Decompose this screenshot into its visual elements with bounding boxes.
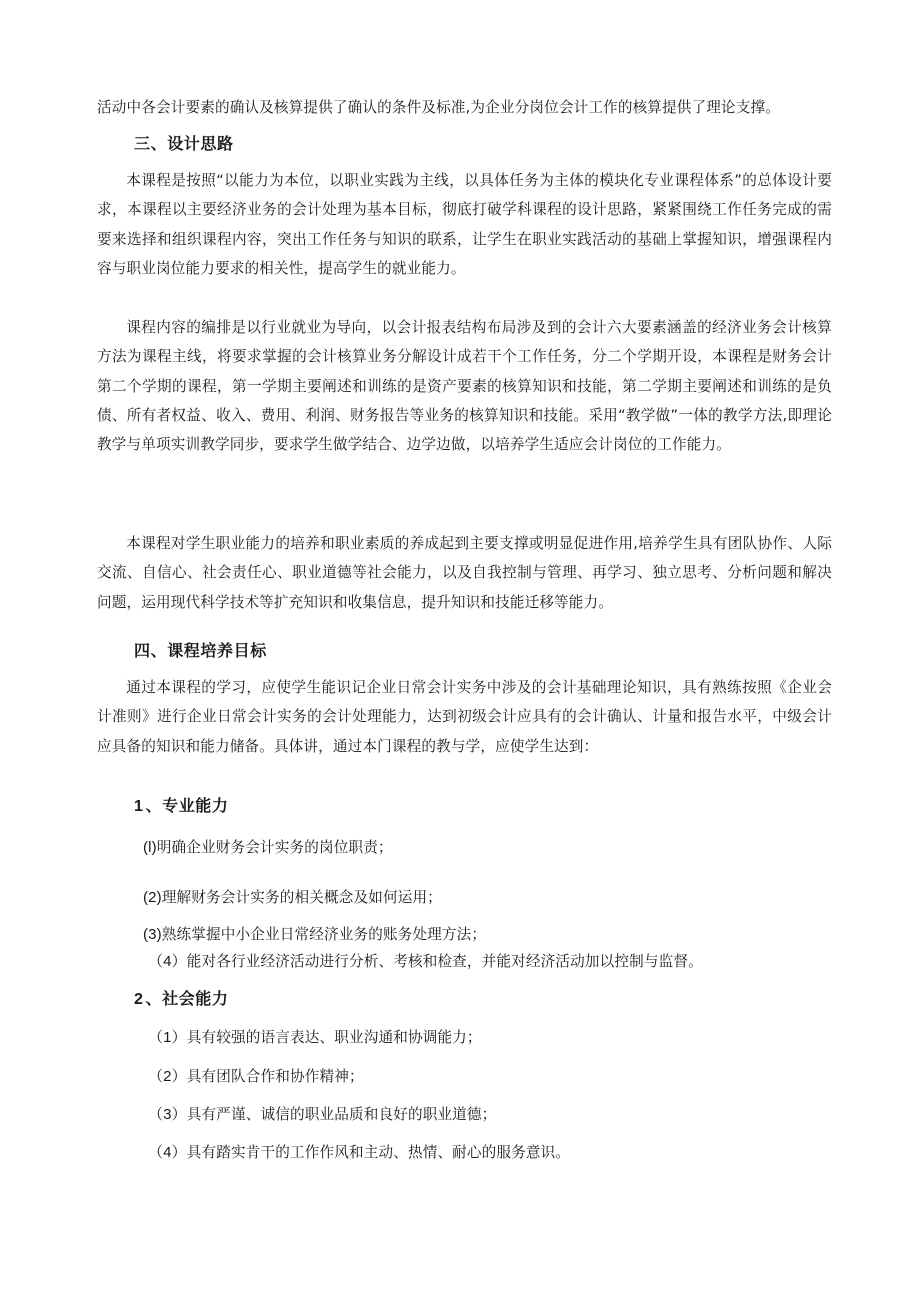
list-item-marker: （4） — [148, 1144, 187, 1161]
section-heading-training-objectives: 四、课程培养目标 — [134, 641, 267, 660]
design-paragraph-3: 本课程对学生职业能力的培养和职业素质的养成起到主要支撑或明显促进作用,培养学生具有团队协作、人际交流、自信心、社会责任心、职业道德等社会能力，以及自我控制与管理、再学习、独立思考、分析问题和解决问题，运用现代科学技术等扩充知识和收集信息，提升知识和技能迁移等能力。 — [97, 535, 832, 611]
list-item — [148, 1027, 482, 1049]
list-item-marker: （2） — [148, 1068, 187, 1085]
subheading-professional-ability — [134, 794, 229, 819]
subheading-title: 、专业能力 — [145, 796, 229, 815]
list-item-text: 理解财务会计实务的相关概念及如何运用； — [161, 889, 442, 906]
section-heading-design-approach: 三、设计思路 — [134, 134, 234, 153]
list-item-text: 具有较强的语言表达、职业沟通和协调能力； — [186, 1029, 482, 1046]
list-item-text: 熟练掌握中小企业日常经济业务的账务处理方法； — [161, 926, 487, 943]
list-item-text: 具有踏实肯干的工作作风和主动、热情、耐心的服务意识。 — [186, 1144, 571, 1161]
list-item-marker: (l) — [143, 839, 157, 856]
list-item-marker: （4） — [148, 953, 187, 970]
list-item-text: 能对各行业经济活动进行分析、考核和检查，并能对经济活动加以控制与监督。 — [186, 953, 703, 970]
list-item — [143, 887, 442, 909]
list-item — [143, 924, 486, 946]
list-item-marker: (2) — [143, 889, 162, 906]
list-item-marker: （1） — [148, 1029, 187, 1046]
list-item-text: 具有团队合作和协作精神； — [186, 1068, 364, 1085]
design-paragraph-2: 课程内容的编排是以行业就业为导向，以会计报表结构布局涉及到的会计六大要素涵盖的经济业务会计核算方法为课程主线，将要求掌握的会计核算业务分解设计成若干个工作任务，分二个学期开设，本课程是财务会计第二个学期的课程，第一学期主要阐述和训练的是资产要素的核算知识和技能，第二学期主要阐述和训练的是负债、所有者权益、收入、费用、利润、财务报告等业务的核算知识和技能。采用“教学做”一体的教学方法,即理论教学与单项实训教学同步，要求学生做学结合、边学边做，以培养学生适应会计岗位的工作能力。 — [97, 319, 832, 454]
objectives-paragraph: 通过本课程的学习，应使学生能识记企业日常会计实务中涉及的会计基础理论知识，具有熟练按照《企业会计准则》进行企业日常会计实务的会计处理能力，达到初级会计应具有的会计确认、计量和报告水平，中级会计应具备的知识和能力储备。具体讲，通过本门课程的教与学，应使学生达到： — [97, 679, 832, 755]
subheading-title: 、社会能力 — [145, 989, 229, 1008]
list-item — [148, 1142, 570, 1164]
subheading-number: 1 — [134, 798, 144, 815]
design-paragraph-1: 本课程是按照“以能力为本位，以职业实践为主线，以具体任务为主体的模块化专业课程体系”的总体设计要求，本课程以主要经济业务的会计处理为基本目标，彻底打破学科课程的设计思路，紧紧围绕工作任务完成的需要来选择和组织课程内容，突出工作任务与知识的联系，让学生在职业实践活动的基础上掌握知识，增强课程内容与职业岗位能力要求的相关性，提高学生的就业能力。 — [97, 172, 832, 277]
list-item-text: 明确企业财务会计实务的岗位职责； — [156, 839, 393, 856]
subheading-number: 2 — [134, 991, 144, 1008]
list-item — [148, 1104, 496, 1126]
list-item-text: 具有严谨、诚信的职业品质和良好的职业道德； — [186, 1106, 497, 1123]
list-item — [148, 1066, 364, 1088]
list-item-marker: (3) — [143, 926, 162, 943]
list-item — [143, 837, 393, 859]
list-item-marker: （3） — [148, 1106, 187, 1123]
list-item — [148, 951, 703, 973]
subheading-social-ability — [134, 987, 229, 1012]
paragraph-continuation: 活动中各会计要素的确认及核算提供了确认的条件及标准,为企业分岗位会计工作的核算提供了理论支撑。 — [97, 99, 781, 116]
